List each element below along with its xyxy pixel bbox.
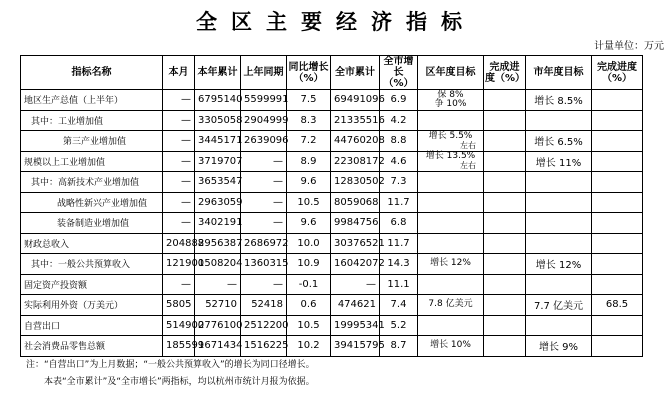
cell-city-growth: 7.3 — [380, 172, 418, 193]
cell-month: 204888 — [163, 233, 195, 254]
cell-name: 装备制造业增加值 — [21, 213, 163, 234]
cell-city-ytd: 22308172 — [331, 151, 380, 172]
page-title: 全区主要经济指标 — [196, 9, 476, 34]
cell-last-ytd: — — [241, 274, 287, 295]
table-row — [21, 295, 643, 316]
cell-city-target — [526, 233, 592, 254]
cell-yoy: 8.3 — [287, 110, 331, 131]
cell-city-growth: 8.8 — [380, 131, 418, 152]
cell-last-ytd: — — [241, 192, 287, 213]
district-target-qualifier: 争 10% — [434, 98, 467, 109]
cell-last-ytd: — — [241, 151, 287, 172]
cell-name: 固定资产投资额 — [21, 274, 163, 295]
table-row — [21, 233, 643, 254]
cell-city-ytd: — — [331, 274, 380, 295]
unit-label: 计量单位：万元 — [594, 41, 664, 52]
table-row — [21, 192, 643, 213]
cell-city-target — [526, 213, 592, 234]
cell-district-target — [418, 172, 484, 193]
cell-month: — — [163, 110, 195, 131]
cell-city-ytd: 8059068 — [331, 192, 380, 213]
cell-yoy: 10.0 — [287, 233, 331, 254]
cell-month: — — [163, 131, 195, 152]
cell-month: — — [163, 90, 195, 111]
cell-district-progress — [484, 274, 526, 295]
cell-district-target — [418, 315, 484, 336]
header-name: 指标名称 — [21, 56, 163, 90]
cell-city-target — [526, 274, 592, 295]
cell-yoy: 10.2 — [287, 336, 331, 357]
cell-city-growth: 8.7 — [380, 336, 418, 357]
cell-month: — — [163, 213, 195, 234]
cell-city-progress — [592, 336, 643, 357]
district-target-value: 增长 5.5% — [428, 130, 473, 141]
table-row — [21, 90, 643, 111]
indicator-table — [20, 55, 643, 357]
cell-ytd: 1671434 — [195, 336, 241, 357]
cell-city-target: 7.7 亿美元 — [526, 295, 592, 316]
cell-district-progress — [484, 254, 526, 275]
header-yoy: 同比增长（%） — [287, 56, 331, 90]
cell-district-target — [418, 151, 484, 172]
header-last-ytd: 上年同期 — [241, 56, 287, 90]
cell-city-target: 增长 11% — [526, 151, 592, 172]
cell-city-ytd: 12830502 — [331, 172, 380, 193]
cell-last-ytd: — — [241, 213, 287, 234]
cell-city-growth: 4.6 — [380, 151, 418, 172]
cell-yoy: 9.6 — [287, 213, 331, 234]
cell-city-target: 增长 9% — [526, 336, 592, 357]
cell-ytd: 2963059 — [195, 192, 241, 213]
cell-city-target — [526, 192, 592, 213]
table-row — [21, 131, 643, 152]
cell-city-progress — [592, 315, 643, 336]
header-ytd: 本年累计 — [195, 56, 241, 90]
cell-yoy: 9.6 — [287, 172, 331, 193]
cell-last-ytd: 2686972 — [241, 233, 287, 254]
cell-district-progress — [484, 315, 526, 336]
cell-ytd: 3445171 — [195, 131, 241, 152]
cell-city-progress — [592, 151, 643, 172]
cell-name: 其中：一般公共预算收入 — [21, 254, 163, 275]
cell-district-progress — [484, 110, 526, 131]
table-row — [21, 151, 643, 172]
district-target-value: 增长 10% — [430, 340, 471, 351]
cell-yoy: 7.2 — [287, 131, 331, 152]
table-row — [21, 110, 643, 131]
cell-district-target — [418, 274, 484, 295]
header-city-growth: 全市增长（%） — [380, 56, 418, 90]
district-target-value: 增长 13.5% — [425, 151, 476, 162]
cell-name: 第三产业增加值 — [21, 131, 163, 152]
cell-last-ytd: 5599991 — [241, 90, 287, 111]
cell-name: 社会消费品零售总额 — [21, 336, 163, 357]
cell-month: 514900 — [163, 315, 195, 336]
cell-yoy: 7.5 — [287, 90, 331, 111]
cell-name: 战略性新兴产业增加值 — [21, 192, 163, 213]
cell-ytd: 1508204 — [195, 254, 241, 275]
cell-district-target — [418, 233, 484, 254]
cell-district-target — [418, 295, 484, 316]
cell-city-target — [526, 172, 592, 193]
header-city-ytd: 全市累计 — [331, 56, 380, 90]
district-target-value: 增长 12% — [430, 258, 471, 269]
cell-month: 5805 — [163, 295, 195, 316]
cell-district-progress — [484, 131, 526, 152]
cell-last-ytd: 52418 — [241, 295, 287, 316]
district-target-value: 7.8 亿美元 — [428, 299, 473, 310]
cell-city-progress — [592, 172, 643, 193]
cell-district-progress — [484, 213, 526, 234]
cell-district-target — [418, 110, 484, 131]
cell-yoy: 10.9 — [287, 254, 331, 275]
cell-district-target — [418, 192, 484, 213]
table-row — [21, 213, 643, 234]
cell-city-ytd: 9984756 — [331, 213, 380, 234]
cell-district-target — [418, 336, 484, 357]
cell-city-progress — [592, 192, 643, 213]
cell-last-ytd: 2639096 — [241, 131, 287, 152]
cell-district-progress — [484, 192, 526, 213]
cell-ytd: 2956387 — [195, 233, 241, 254]
cell-name: 其中：工业增加值 — [21, 110, 163, 131]
cell-district-progress — [484, 295, 526, 316]
cell-month: — — [163, 274, 195, 295]
footnote-1: 注：“自营出口”为上月数据；“一般公共预算收入”的增长为同口径增长。 — [26, 360, 315, 370]
cell-city-target: 增长 12% — [526, 254, 592, 275]
cell-ytd: 2776100 — [195, 315, 241, 336]
cell-city-growth: 5.2 — [380, 315, 418, 336]
cell-city-growth: 7.4 — [380, 295, 418, 316]
table-row — [21, 336, 643, 357]
cell-district-progress — [484, 336, 526, 357]
cell-city-progress — [592, 110, 643, 131]
cell-city-ytd: 21335516 — [331, 110, 380, 131]
cell-city-target — [526, 315, 592, 336]
cell-district-target — [418, 90, 484, 111]
cell-district-progress — [484, 90, 526, 111]
cell-last-ytd: — — [241, 172, 287, 193]
cell-last-ytd: 1360315 — [241, 254, 287, 275]
cell-last-ytd: 1516225 — [241, 336, 287, 357]
cell-month: 185599 — [163, 336, 195, 357]
cell-ytd: 3305058 — [195, 110, 241, 131]
cell-city-growth: 6.8 — [380, 213, 418, 234]
table-header-row — [21, 56, 643, 90]
cell-name: 实际利用外资（万美元） — [21, 295, 163, 316]
cell-month: — — [163, 172, 195, 193]
cell-ytd: — — [195, 274, 241, 295]
cell-city-growth: 11.7 — [380, 192, 418, 213]
cell-district-target — [418, 254, 484, 275]
cell-city-growth: 4.2 — [380, 110, 418, 131]
cell-city-growth: 11.7 — [380, 233, 418, 254]
cell-city-growth: 14.3 — [380, 254, 418, 275]
district-target-qualifier: 左右 — [460, 140, 476, 150]
cell-ytd: 3719707 — [195, 151, 241, 172]
cell-yoy: -0.1 — [287, 274, 331, 295]
cell-city-ytd: 16042072 — [331, 254, 380, 275]
table-row — [21, 254, 643, 275]
cell-yoy: 0.6 — [287, 295, 331, 316]
cell-city-progress — [592, 233, 643, 254]
cell-city-progress — [592, 254, 643, 275]
header-district-target: 区年度目标 — [418, 56, 484, 90]
cell-name: 规模以上工业增加值 — [21, 151, 163, 172]
table-row — [21, 315, 643, 336]
cell-month: 121900 — [163, 254, 195, 275]
cell-month: — — [163, 192, 195, 213]
cell-yoy: 10.5 — [287, 192, 331, 213]
cell-name: 自营出口 — [21, 315, 163, 336]
cell-name: 其中：高新技术产业增加值 — [21, 172, 163, 193]
cell-city-ytd: 44760208 — [331, 131, 380, 152]
cell-city-progress — [592, 274, 643, 295]
table-row — [21, 172, 643, 193]
footnote-2: 本表“全市累计”及“全市增长”两指标，均以杭州市统计月报为依据。 — [44, 377, 315, 387]
cell-city-progress — [592, 90, 643, 111]
cell-city-progress — [592, 131, 643, 152]
header-month: 本月 — [163, 56, 195, 90]
cell-city-target: 增长 6.5% — [526, 131, 592, 152]
cell-city-growth: 6.9 — [380, 90, 418, 111]
cell-district-target — [418, 213, 484, 234]
cell-city-progress — [592, 213, 643, 234]
cell-district-target — [418, 131, 484, 152]
cell-last-ytd: 2512200 — [241, 315, 287, 336]
cell-city-target — [526, 110, 592, 131]
cell-district-progress — [484, 151, 526, 172]
cell-name: 地区生产总值（上半年） — [21, 90, 163, 111]
header-district-progress: 完成进度（%） — [484, 56, 526, 90]
cell-city-ytd: 69491096 — [331, 90, 380, 111]
header-city-progress: 完成进度（%） — [592, 56, 643, 90]
cell-yoy: 10.5 — [287, 315, 331, 336]
cell-district-progress — [484, 172, 526, 193]
cell-last-ytd: 2904999 — [241, 110, 287, 131]
cell-yoy: 8.9 — [287, 151, 331, 172]
cell-name: 财政总收入 — [21, 233, 163, 254]
header-city-target: 市年度目标 — [526, 56, 592, 90]
cell-ytd: 3653547 — [195, 172, 241, 193]
cell-district-progress — [484, 233, 526, 254]
cell-ytd: 52710 — [195, 295, 241, 316]
cell-month: — — [163, 151, 195, 172]
cell-city-ytd: 39415795 — [331, 336, 380, 357]
district-target-qualifier: 左右 — [460, 161, 476, 171]
cell-ytd: 6795140 — [195, 90, 241, 111]
cell-city-ytd: 30376521 — [331, 233, 380, 254]
cell-city-growth: 11.1 — [380, 274, 418, 295]
table-row — [21, 274, 643, 295]
cell-city-target: 增长 8.5% — [526, 90, 592, 111]
cell-city-ytd: 474621 — [331, 295, 380, 316]
cell-city-progress: 68.5 — [592, 295, 643, 316]
cell-city-ytd: 19995341 — [331, 315, 380, 336]
cell-ytd: 3402191 — [195, 213, 241, 234]
district-target-value: 保 8% — [437, 89, 464, 100]
